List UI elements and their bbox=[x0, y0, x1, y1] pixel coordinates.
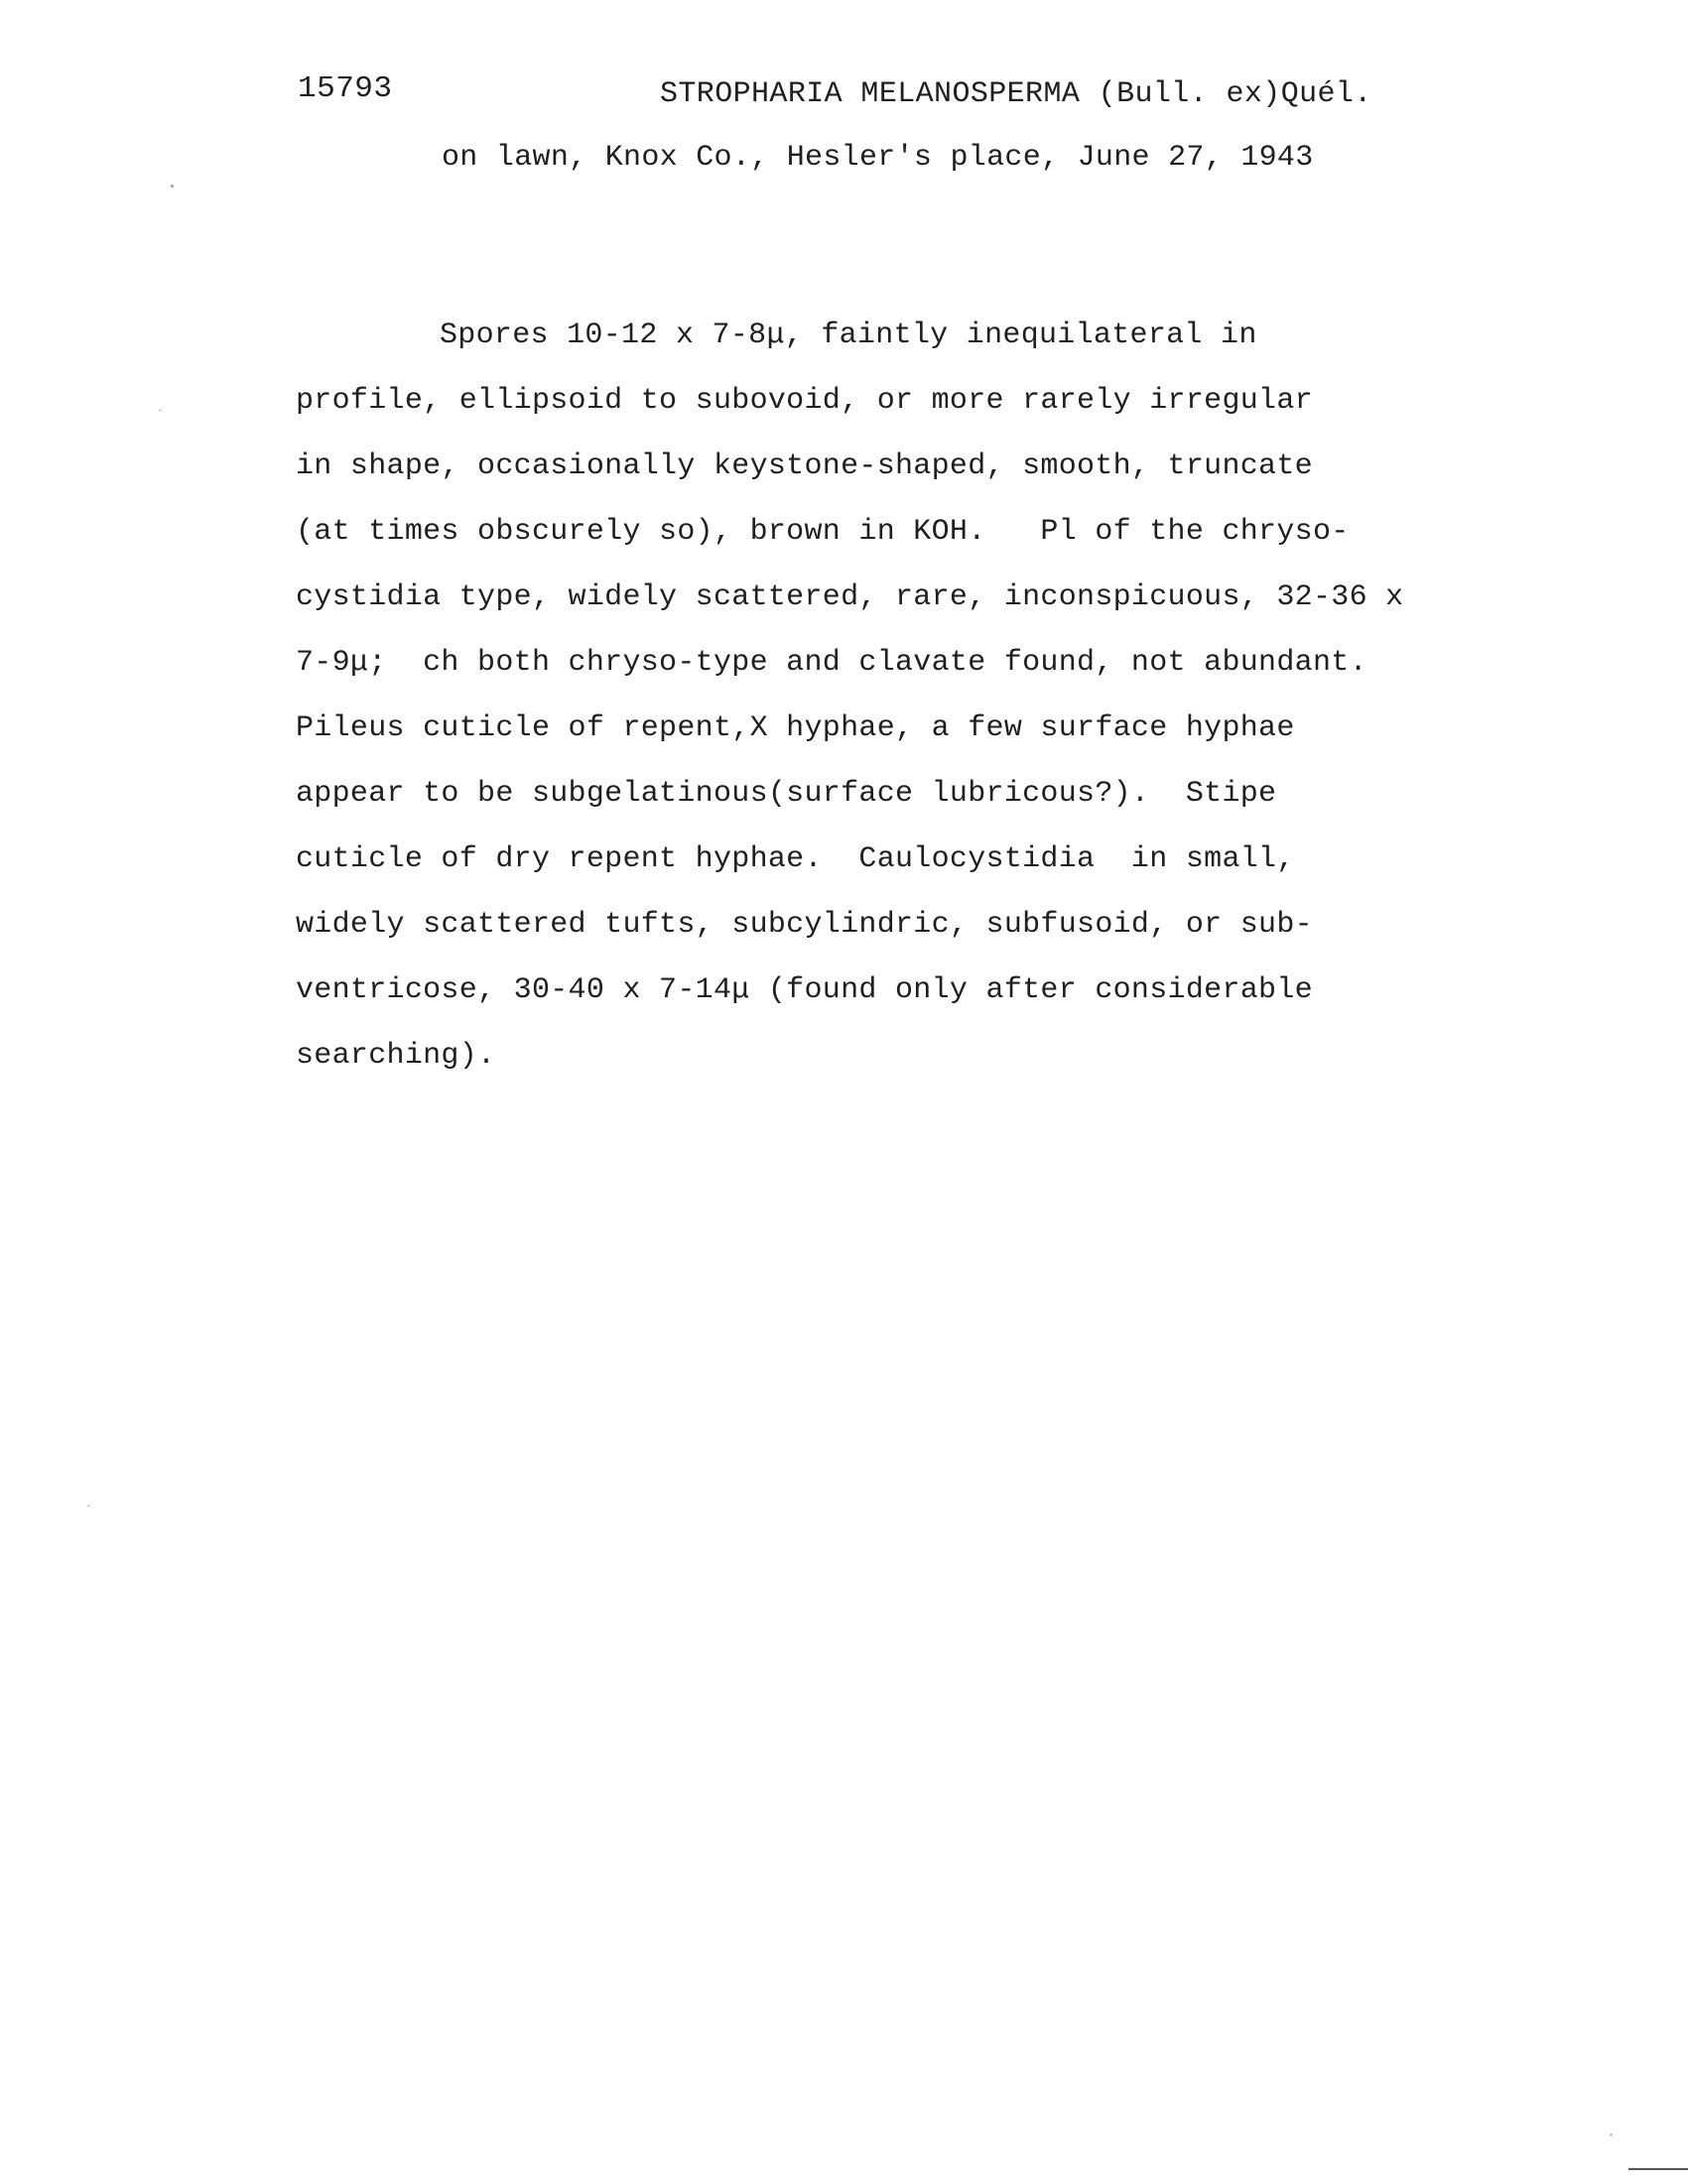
microscopic-description bbox=[296, 303, 1546, 1089]
description-line: Pileus cuticle of repent,X hyphae, a few surface hyphae bbox=[296, 711, 1295, 745]
scan-edge-mark bbox=[1628, 2168, 1688, 2170]
description-line: in shape, occasionally keystone-shaped, smooth, truncate bbox=[296, 450, 1313, 483]
description-line: appear to be subgelatinous(surface lubricous?). Stipe bbox=[296, 777, 1277, 811]
accession-number: 15793 bbox=[298, 71, 393, 106]
scan-speck bbox=[171, 185, 174, 188]
description-line: cystidia type, widely scattered, rare, inconspicuous, 32-36 x bbox=[296, 580, 1404, 614]
description-line: cuticle of dry repent hyphae. Caulocystidia in small, bbox=[296, 842, 1295, 876]
description-line: widely scattered tufts, subcylindric, subfusoid, or sub- bbox=[296, 908, 1313, 942]
species-title: STROPHARIA MELANOSPERMA (Bull. ex)Quél. bbox=[660, 77, 1372, 111]
description-line: searching). bbox=[296, 1039, 496, 1073]
description-line: 7-9μ; ch both chryso-type and clavate found, not abundant. bbox=[296, 646, 1367, 680]
scan-speck bbox=[1610, 2133, 1613, 2136]
description-line: (at times obscurely so), brown in KOH. Pl of the chryso- bbox=[296, 515, 1350, 549]
scan-speck bbox=[159, 409, 162, 412]
description-line: Spores 10-12 x 7-8μ, faintly inequilateral in bbox=[440, 319, 1257, 352]
description-line: ventricose, 30-40 x 7-14μ (found only after considerable bbox=[296, 973, 1313, 1007]
description-line: profile, ellipsoid to subovoid, or more rarely irregular bbox=[296, 384, 1313, 418]
collection-locality: on lawn, Knox Co., Hesler's place, June 27, 1943 bbox=[442, 141, 1314, 175]
scan-speck bbox=[87, 1504, 90, 1507]
